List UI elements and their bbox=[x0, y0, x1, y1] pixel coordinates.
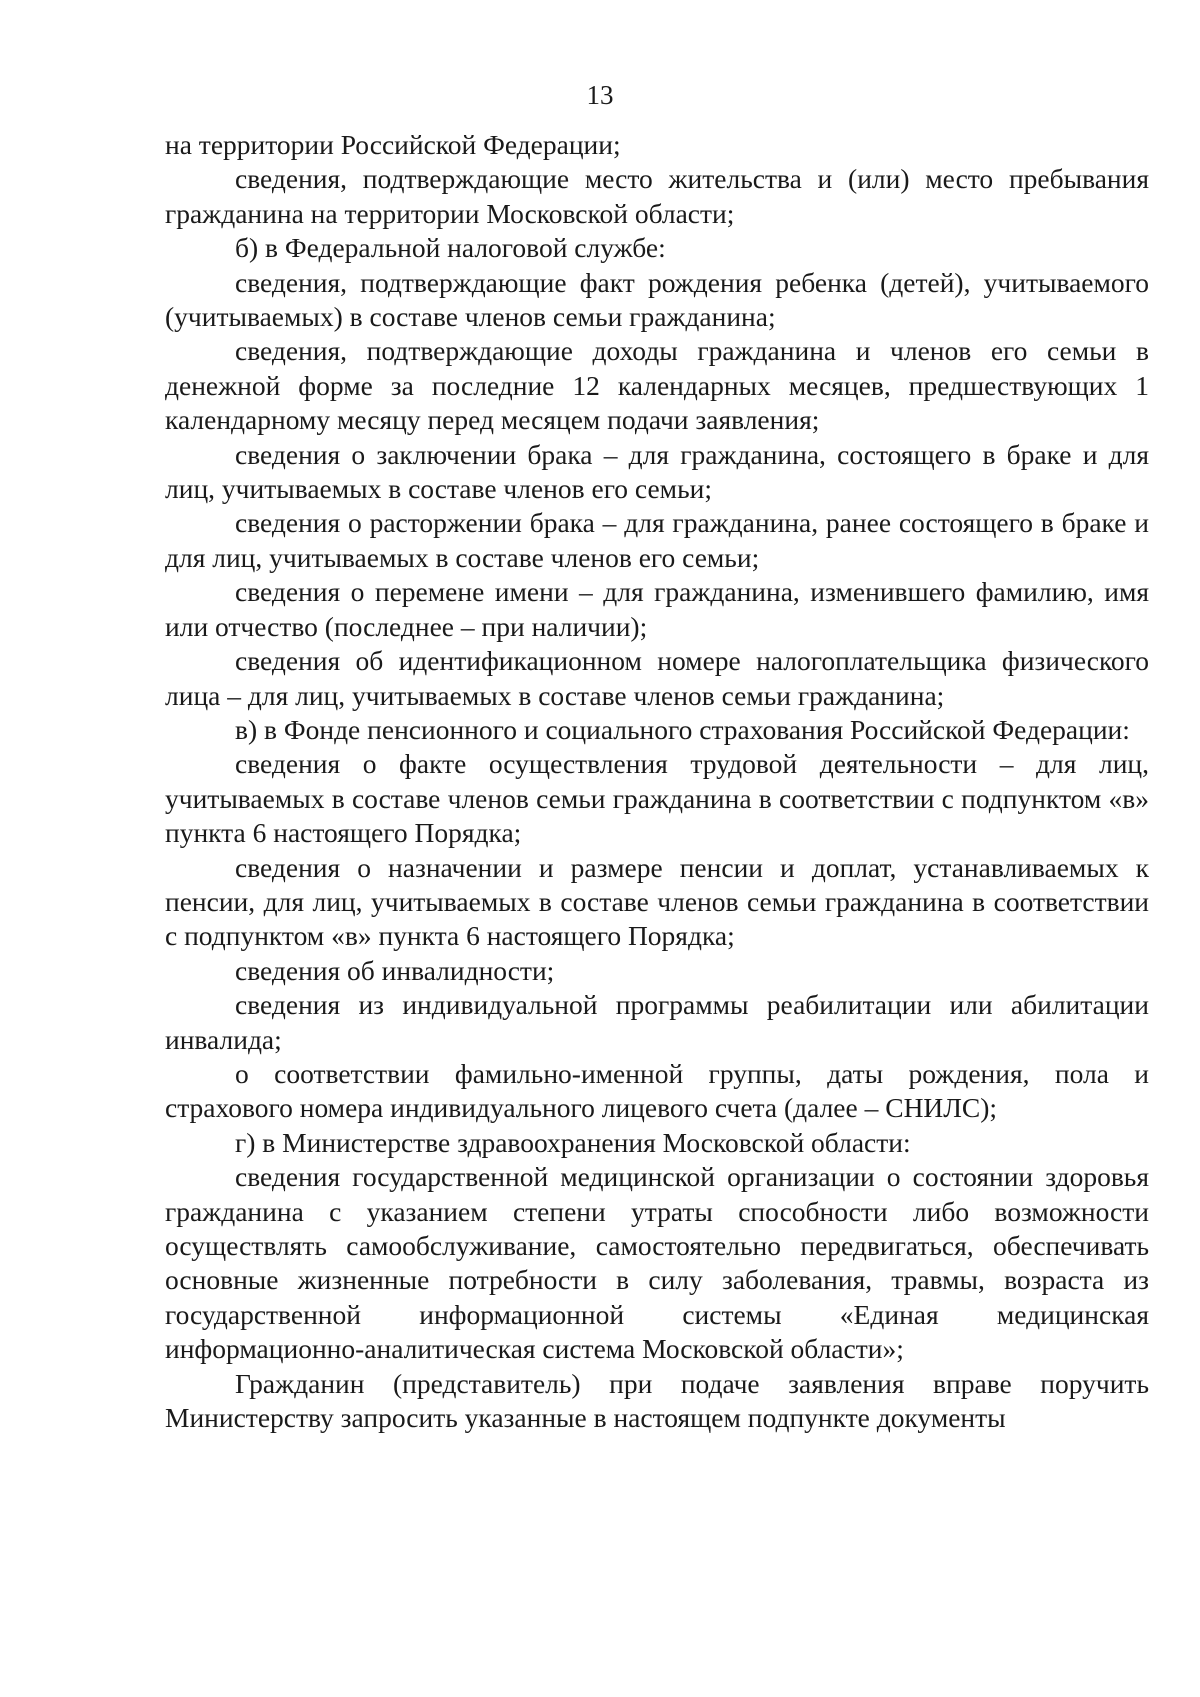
paragraph: сведения о заключении брака – для гражданина, состоящего в браке и для лиц, учитываемых в составе членов его семьи; bbox=[165, 438, 1149, 505]
paragraph: сведения из индивидуальной программы реабилитации или абилитации инвалида; bbox=[165, 989, 1149, 1055]
paragraph: сведения, подтверждающие место жительства и (или) место пребывания гражданина на территории Московской области; bbox=[165, 163, 1149, 229]
paragraph: сведения о расторжении брака – для гражданина, ранее состоящего в браке и для лиц, учитываемых в составе членов его семьи; bbox=[165, 507, 1149, 573]
paragraph: Гражданин (представитель) при подаче заявления вправе поручить Министерству запросить указанные в настоящем подпункте документы bbox=[165, 1367, 1149, 1434]
paragraph: сведения об инвалидности; bbox=[235, 954, 555, 986]
paragraph: в) в Фонде пенсионного и социального страхования Российской Федерации: bbox=[235, 713, 1130, 745]
paragraph: сведения о факте осуществления трудовой деятельности – для лиц, учитываемых в составе членов семьи гражданина в соответствии с подпунктом «в» пункта 6 настоящего Порядка; bbox=[165, 748, 1149, 849]
page-number: 13 bbox=[586, 80, 614, 110]
paragraph: сведения об идентификационном номере налогоплательщика физического лица – для лиц, учитываемых в составе членов семьи гражданина; bbox=[165, 645, 1149, 711]
paragraph: сведения о назначении и размере пенсии и доплат, устанавливаемых к пенсии, для лиц, учитываемых в составе членов семьи гражданина в соответствии с подпунктом «в» пункта 6 настоящего Порядка; bbox=[165, 851, 1149, 952]
paragraph: сведения, подтверждающие доходы гражданина и членов его семьи в денежной форме за последние 12 календарных месяцев, предшествующих 1 календарному месяцу перед месяцем подачи заявления; bbox=[165, 335, 1149, 436]
paragraph: г) в Министерстве здравоохранения Московской области: bbox=[235, 1126, 911, 1158]
document-body bbox=[165, 128, 1149, 1435]
paragraph: сведения о перемене имени – для гражданина, изменившего фамилию, имя или отчество (последнее – при наличии); bbox=[165, 576, 1149, 642]
paragraph: на территории Российской Федерации; bbox=[165, 129, 621, 160]
paragraph: сведения, подтверждающие факт рождения ребенка (детей), учитываемого (учитываемых) в составе членов семьи гражданина; bbox=[165, 266, 1149, 333]
paragraph: б) в Федеральной налоговой службе: bbox=[235, 232, 666, 264]
paragraph: сведения государственной медицинской организации о состоянии здоровья гражданина с указанием степени утраты способности либо возможности осуществлять самообслуживание, самостоятельно передвигаться, обеспечивать основные жизненные потребности в силу заболевания, травмы, возраста из государственной информационной системы «Единая медицинская информационно-аналитическая система Московской области»; bbox=[165, 1161, 1149, 1365]
paragraph: о соответствии фамильно-именной группы, даты рождения, пола и страхового номера индивидуального лицевого счета (далее – СНИЛС); bbox=[165, 1057, 1149, 1124]
